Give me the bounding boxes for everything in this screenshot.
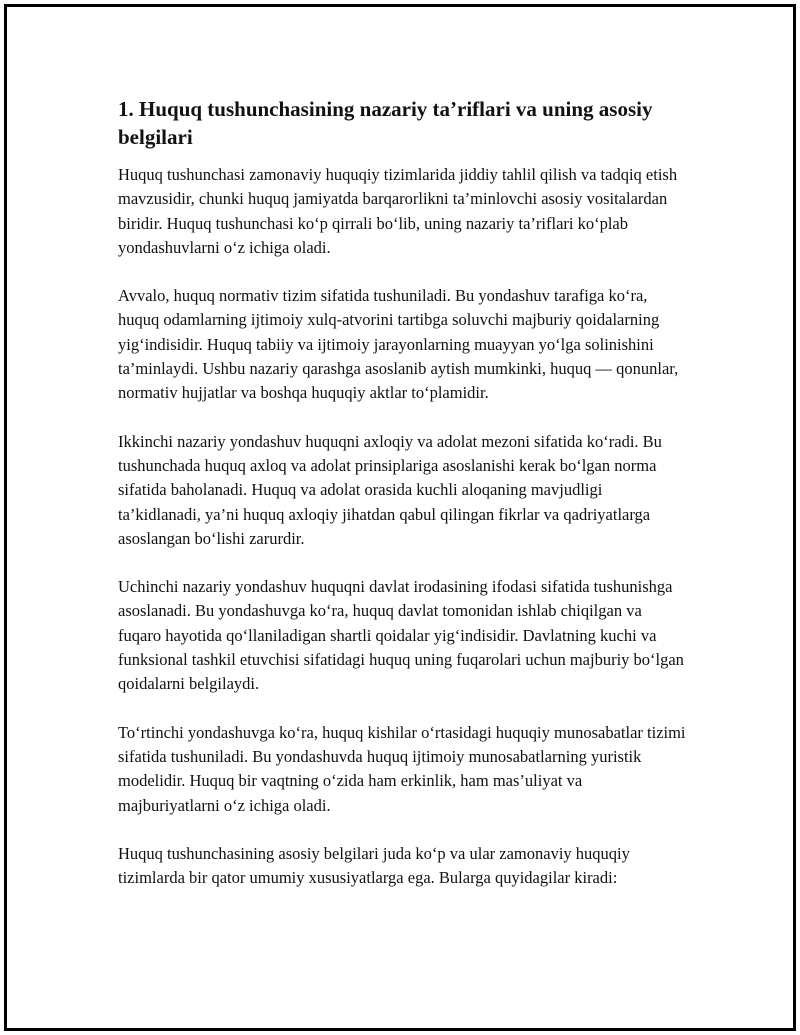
section-heading: 1. Huquq tushunchasining nazariy ta’riflari va uning asosiy belgilari (118, 97, 653, 149)
paragraph-intro: Huquq tushunchasi zamonaviy huquqiy tizimlarida jiddiy tahlil qilish va tadqiq etish mavzusidir, chunki huquq jamiyatda barqarorlikni ta’minlovchi asosiy vositalardan biridir. Huquq tushunchasi ko‘p qirrali bo‘lib, uning nazariy ta’riflari ko‘plab yondashuvlarni o‘z ichiga oladi. (118, 165, 678, 257)
paragraph-features-intro: Huquq tushunchasining asosiy belgilari juda ko‘p va ular zamonaviy huquqiy tizimlarda bir qator umumiy xususiyatlarga ega. Bularga quyidagilar kiradi: (118, 843, 630, 888)
paragraph-moral-approach: Ikkinchi nazariy yondashuv huquqni axloqiy va adolat mezoni sifatida ko‘radi. Bu tushunchada huquq axloq va adolat prinsiplariga asoslanishi kerak bo‘lgan norma sifatida baholanadi. Huquq va adolat orasida kuchli aloqaning mavjudligi ta’kidlanadi, ya’ni huquq axloqiy jihatdan qabul qilingan fikrlar va qadriyatlarga asoslangan bo‘lishi zarurdir. (118, 431, 662, 548)
paragraph-state-will-approach: Uchinchi nazariy yondashuv huquqni davlat irodasining ifodasi sifatida tushunishga asoslanadi. Bu yondashuvga ko‘ra, huquq davlat tomonidan ishlab chiqilgan va fuqaro hayotida qo‘llaniladigan shartli qoidalar yig‘indisidir. Davlatning kuchi va funksional tashkil etuvchisi sifatidagi huquq uning fuqarolari uchun majburiy bo‘lgan qoidalarni belgilaydi. (118, 577, 684, 694)
document-body (118, 95, 688, 914)
paragraph-normative-approach: Avvalo, huquq normativ tizim sifatida tushuniladi. Bu yondashuv tarafiga ko‘ra, huquq odamlarning ijtimoiy xulq-atvorini tartibga soluvchi majburiy qoidalarning yig‘indisidir. Huquq tabiiy va ijtimoiy jarayonlarning muayyan yo‘lga solinishini ta’minlaydi. Ushbu nazariy qarashga asoslanib aytish mumkinki, huquq — qonunlar, normativ hujjatlar va boshqa huquqiy aktlar to‘plamidir. (118, 286, 679, 403)
paragraph-relations-approach: To‘rtinchi yondashuvga ko‘ra, huquq kishilar o‘rtasidagi huquqiy munosabatlar tizimi sifatida tushuniladi. Bu yondashuvda huquq ijtimoiy munosabatlarning yuristik modelidir. Huquq bir vaqtning o‘zida ham erkinlik, ham mas’uliyat va majburiyatlarni o‘z ichiga oladi. (118, 722, 686, 815)
